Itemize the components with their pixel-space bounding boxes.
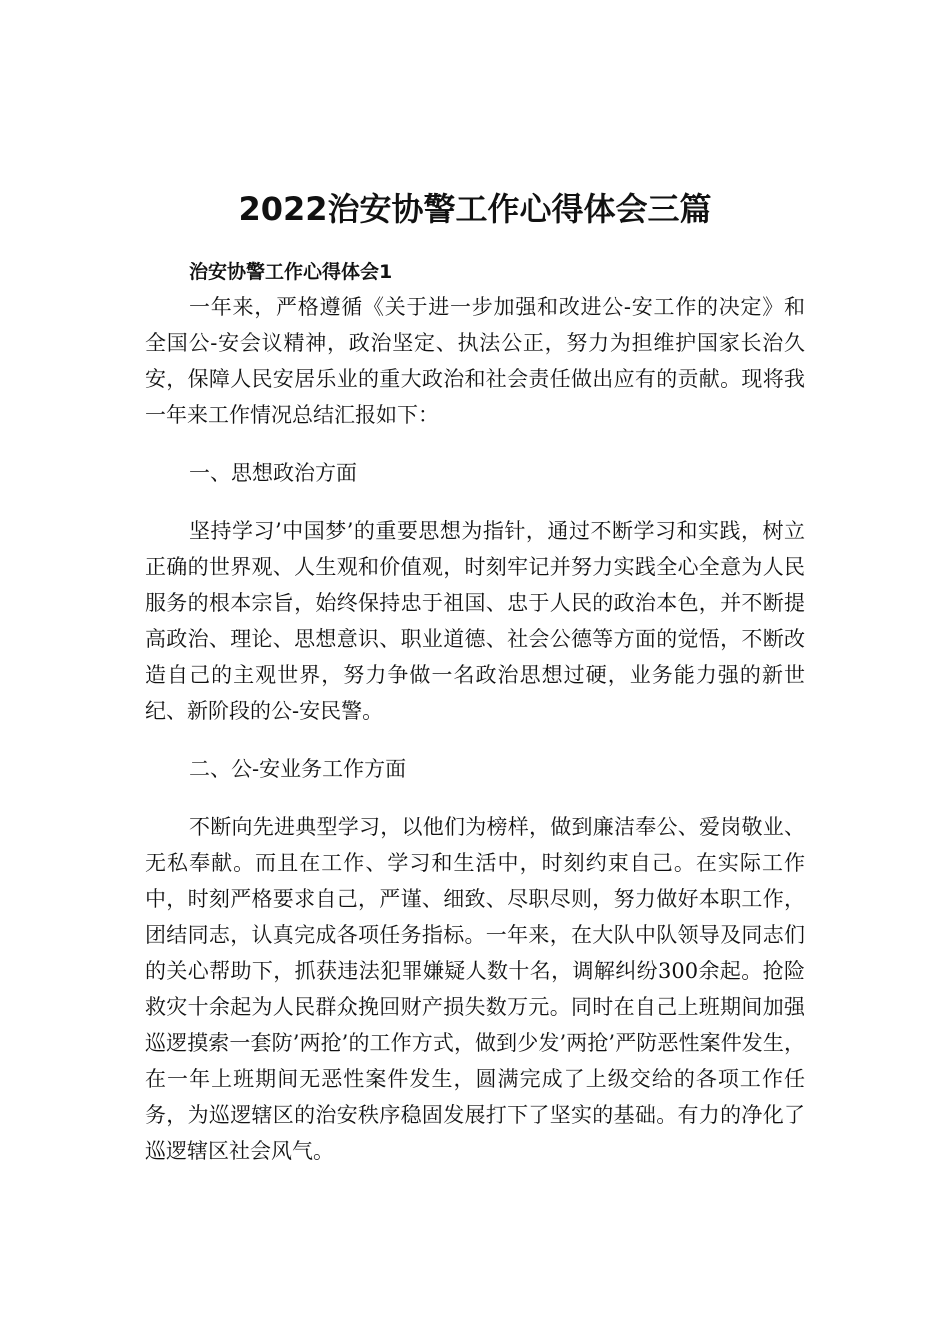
- section-subtitle: 治安协警工作心得体会1: [189, 261, 393, 283]
- spacer: [145, 433, 805, 455]
- heading-business: 二、公-安业务工作方面: [189, 757, 407, 781]
- heading-political: 一、思想政治方面: [189, 461, 357, 485]
- spacer: [145, 729, 805, 751]
- document-page: [145, 183, 805, 1169]
- document-title: 2022治安协警工作心得体会三篇: [238, 190, 712, 228]
- paragraph-intro: 一年来，严格遵循《关于进一步加强和改进公-安工作的决定》和全国公-安会议精神，政治坚定、执法公正，努力为担维护国家长治久安，保障人民安居乐业的重大政治和社会责任做出应有的贡献。现将我一年来工作情况总结汇报如下：: [145, 295, 805, 427]
- spacer: [145, 491, 805, 513]
- paragraph-business: 不断向先进典型学习，以他们为榜样，做到廉洁奉公、爱岗敬业、无私奉献。而且在工作、学习和生活中，时刻约束自己。在实际工作中，时刻严格要求自己，严谨、细致、尽职尽则，努力做好本职工作，团结同志，认真完成各项任务指标。一年来，在大队中队领导及同志们的关心帮助下，抓获违法犯罪嫌疑人数十名，调解纠纷300余起。抢险救灾十余起为人民群众挽回财产损失数万元。同时在自己上班期间加强巡逻摸索一套防’两抢’的工作方式，做到少发’两抢’严防恶性案件发生，在一年上班期间无恶性案件发生，圆满完成了上级交给的各项工作任务，为巡逻辖区的治安秩序稳固发展打下了坚实的基础。有力的净化了巡逻辖区社会风气。: [145, 815, 805, 1163]
- spacer: [145, 787, 805, 809]
- paragraph-political: 坚持学习’中国梦’的重要思想为指针，通过不断学习和实践，树立正确的世界观、人生观和价值观，时刻牢记并努力实践全心全意为人民服务的根本宗旨，始终保持忠于祖国、忠于人民的政治本色，并不断提高政治、理论、思想意识、职业道德、社会公德等方面的觉悟，不断改造自己的主观世界，努力争做一名政治思想过硬，业务能力强的新世纪、新阶段的公-安民警。: [145, 519, 805, 723]
